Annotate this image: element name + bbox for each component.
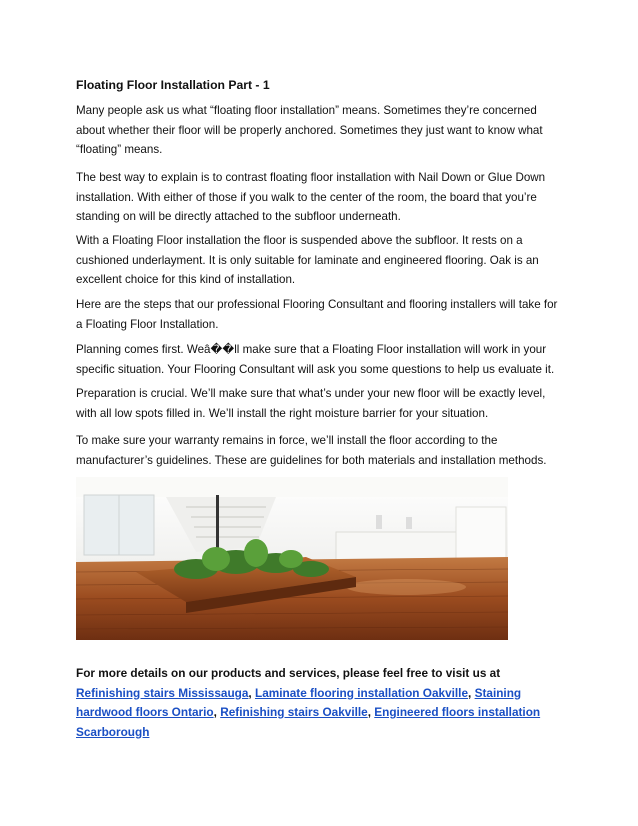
- footer-separator: ,: [248, 685, 255, 700]
- link-refinishing-stairs-oakville[interactable]: Refinishing stairs Oakville: [220, 705, 368, 719]
- footer-separator: ,: [468, 685, 475, 700]
- document-title: Floating Floor Installation Part - 1: [76, 78, 270, 92]
- footer-separator: ,: [213, 705, 221, 719]
- link-engineered-floors-installation-scarborough[interactable]: Engineered floors installation Scarborough: [76, 705, 541, 739]
- paragraph-2: The best way to explain is to contrast floating floor installation with Nail Down or Glue Down installation. With either of those if you walk to the center of the room, the board that you’re standing on will be directly attached to the subfloor underneath.: [76, 171, 546, 223]
- footer-links: [76, 664, 566, 742]
- paragraph-6: Preparation is crucial. We’ll make sure that what’s under your new floor will be exactly level, with all low spots filled in. We’ll install the right moisture barrier for your situation.: [76, 387, 546, 420]
- interior-floor-illustration: [76, 477, 508, 640]
- paragraph-4: Here are the steps that our professional Flooring Consultant and flooring installers will take for a Floating Floor Installation.: [76, 298, 558, 331]
- link-laminate-flooring-installation-oakville[interactable]: Laminate flooring installation Oakville: [254, 685, 469, 700]
- footer-separator: ,: [367, 705, 375, 719]
- paragraph-5: Planning comes first. Weâ��ll make sure that a Floating Floor installation will work in your specific situation. Your Flooring Consultant will ask you some questions to help us evaluate it.: [76, 343, 555, 376]
- paragraph-3: With a Floating Floor installation the floor is suspended above the subfloor. It rests on a cushioned underlayment. It is only suitable for laminate and engineered flooring. Oak is an excellent choice for this kind of installation.: [76, 234, 539, 286]
- link-refinishing-stairs-mississauga[interactable]: Refinishing stairs Mississauga: [76, 685, 249, 700]
- link-staining-hardwood-floors-ontario[interactable]: Staining hardwood floors Ontario: [76, 685, 522, 719]
- footer-intro: For more details on our products and services, please feel free to visit us at: [76, 666, 501, 680]
- interior-floor-photo: [76, 477, 508, 640]
- paragraph-1: Many people ask us what “floating floor installation” means. Sometimes they’re concerned about whether their floor will be properly anchored. Sometimes they just want to know what “floating” means.: [76, 104, 543, 156]
- paragraph-7: To make sure your warranty remains in force, we’ll install the floor according to the manufacturer’s guidelines. These are guidelines for both materials and installation methods.: [76, 434, 547, 467]
